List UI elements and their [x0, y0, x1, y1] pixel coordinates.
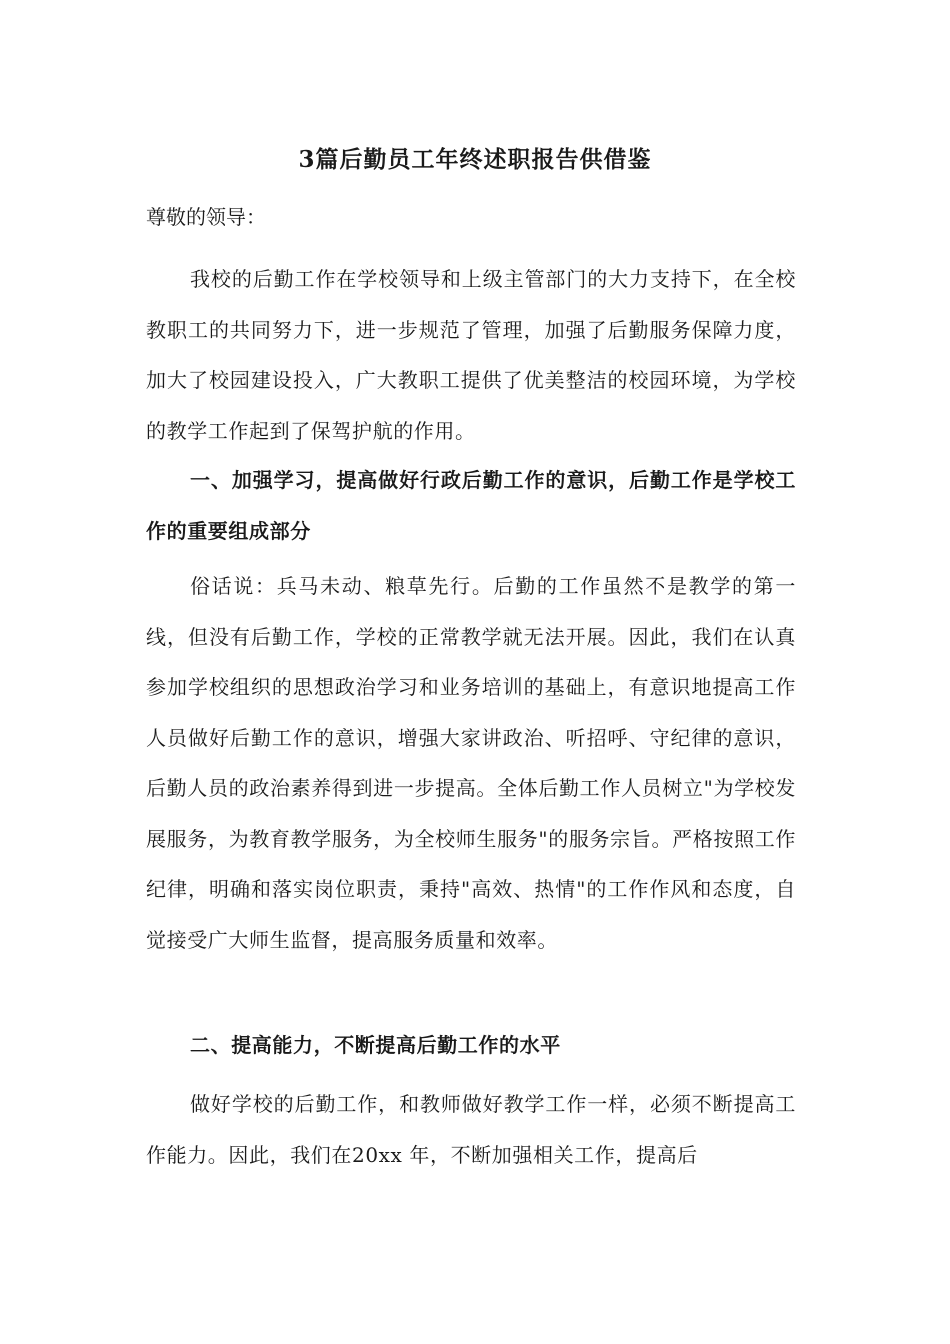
- paragraph-intro: 我校的后勤工作在学校领导和上级主管部门的大力支持下，在全校教职工的共同努力下，进一步规范了管理，加强了后勤服务保障力度，加大了校园建设投入，广大教职工提供了优美整洁的校园环境，为学校的教学工作起到了保驾护航的作用。: [146, 267, 796, 443]
- salutation: 尊敬的领导：: [146, 205, 266, 229]
- section-heading-2: 二、提高能力，不断提高后勤工作的水平: [190, 1033, 561, 1057]
- paragraph-section-2: 做好学校的后勤工作，和教师做好教学工作一样，必须不断提高工作能力。因此，我们在20xx 年，不断加强相关工作，提高后: [146, 1092, 796, 1167]
- paragraph-section-1: 俗话说：兵马未动、粮草先行。后勤的工作虽然不是教学的第一线，但没有后勤工作，学校的正常教学就无法开展。因此，我们在认真参加学校组织的思想政治学习和业务培训的基础上，有意识地提高工作人员做好后勤工作的意识，增强大家讲政治、听招呼、守纪律的意识，后勤人员的政治素养得到进一步提高。全体后勤工作人员树立"为学校发展服务，为教育教学服务，为全校师生服务"的服务宗旨。严格按照工作纪律，明确和落实岗位职责，秉持"高效、热情"的工作作风和态度，自觉接受广大师生监督，提高服务质量和效率。: [146, 574, 796, 952]
- section-heading-1: 一、加强学习，提高做好行政后勤工作的意识，后勤工作是学校工作的重要组成部分: [146, 468, 796, 543]
- document-title: 3篇后勤员工年终述职报告供借鉴: [298, 146, 652, 173]
